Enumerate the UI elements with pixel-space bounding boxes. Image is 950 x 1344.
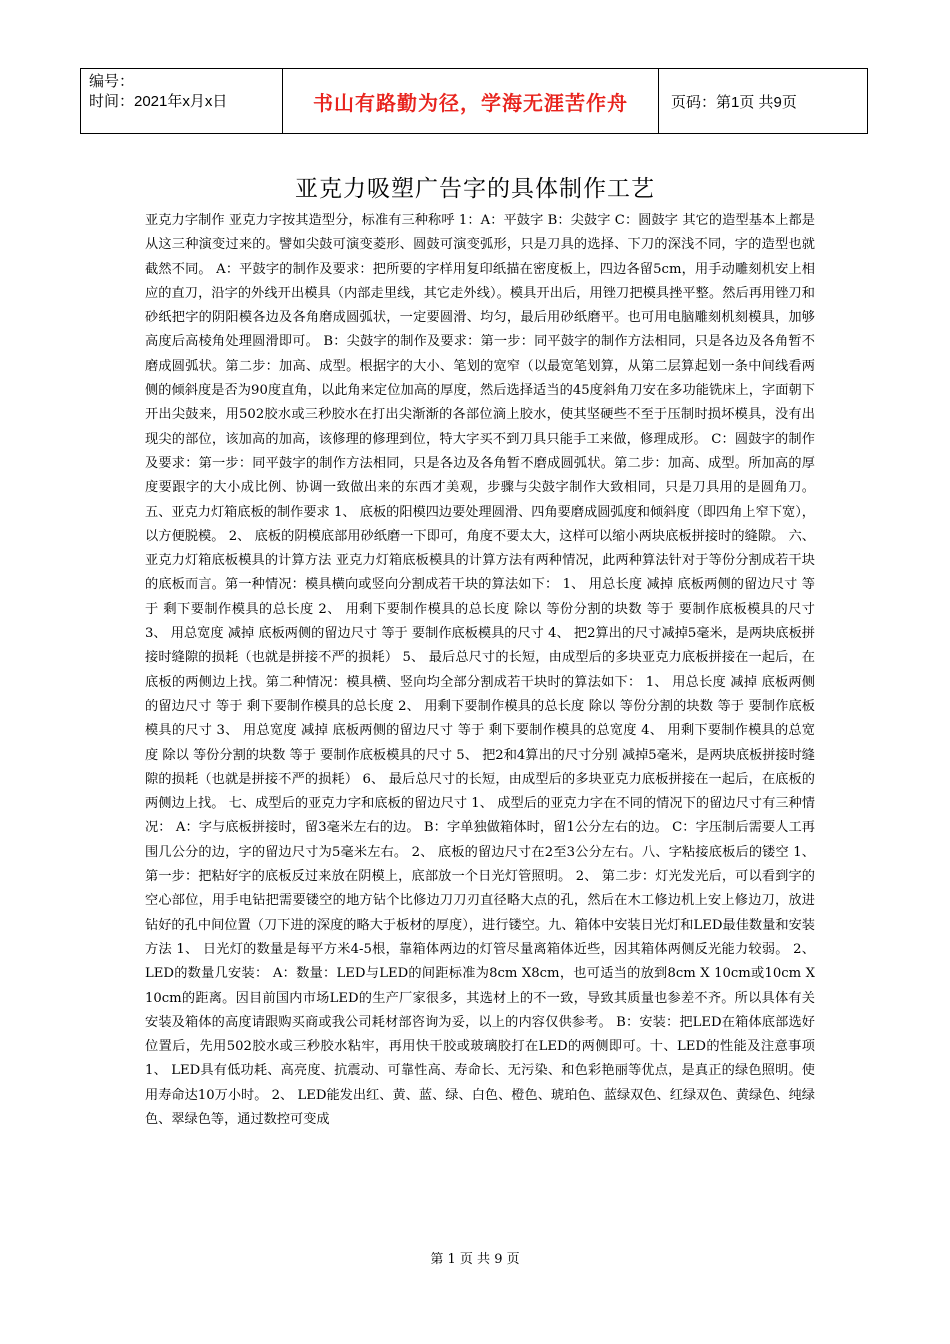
document-title: 亚克力吸塑广告字的具体制作工艺	[295, 176, 655, 202]
document-time-label: 时间：2021年x月x日	[89, 93, 228, 110]
header-page-info: 页码：第1页 共9页	[671, 93, 797, 111]
document-number-label: 编号：	[89, 73, 135, 90]
document-header	[80, 68, 868, 134]
header-meta	[81, 69, 283, 133]
page-footer: 第 1 页 共 9 页	[430, 1252, 520, 1267]
header-motto: 书山有路勤为径，学海无涯苦作舟	[283, 69, 659, 133]
document-body-text: 亚克力字制作 亚克力字按其造型分，标准有三种称呼 1：A：平鼓字 B：尖鼓字 C：圆鼓字 其它的造型基本上都是从这三种演变过来的。譬如尖鼓可演变菱形、圆鼓可演变弧形，只是刀具的选择、下刀的深浅不同，字的造型也就截然不同。 A：平鼓字的制作及要求：把所要的字样用复印纸描在密度板上，四边各留5cm，用手动雕刻机安上相应的直刀，沿字的外线开出模具（内部走里线，其它走外线）。模具开出后，用锉刀把模具挫平整。然后再用锉刀和砂纸把字的阴阳模各边及各角磨成圆弧状，一定要圆滑、均匀，最后用砂纸磨平。也可用电脑雕刻机刻模具，加够高度后高棱角处理圆滑即可。 B：尖鼓字的制作及要求：第一步：同平鼓字的制作方法相同，只是各边及各角暂不磨成圆弧状。第二步：加高、成型。根据字的大小、笔划的宽窄（以最宽笔划算，从第二层算起划一条中间线看两侧的倾斜度是否为90度直角，以此角来定位加高的厚度，然后选择适当的45度斜角刀安在多功能铣床上，字面朝下开出尖鼓来，用502胶水或三秒胶水在打出尖渐渐的各部位滴上胶水，使其坚硬些不至于压制时损坏模具，没有出现尖的部位，该加高的加高，该修理的修理到位，特大字买不到刀具只能手工来做，修理成形。 C：圆鼓字的制作及要求：第一步：同平鼓字的制作方法相同，只是各边及各角暂不磨成圆弧状。第二步：加高、成型。所加高的厚度要跟字的大小成比例、协调一致做出来的东西才美观，步骤与尖鼓字制作大致相同，只是刀具用的是圆角刀。 五、亚克力灯箱底板的制作要求 1、 底板的阳模四边要处理圆滑、四角要磨成圆弧度和倾斜度（即四角上窄下宽），以方便脱模。 2、 底板的阴模底部用砂纸磨一下即可，角度不要太大，这样可以缩小两块底板拼接时的缝隙。 六、亚克力灯箱底板模具的计算方法 亚克力灯箱底板模具的计算方法有两种情况，此两种算法针对于等份分割成若干块的底板而言。第一种情况：模具横向或竖向分割成若干块的算法如下： 1、 用总长度 减掉 底板两侧的留边尺寸 等于 剩下要制作模具的总长度 2、 用剩下要制作模具的总长度 除以 等份分割的块数 等于 要制作底板模具的尺寸 3、 用总宽度 减掉 底板两侧的留边尺寸 等于 要制作底板模具的尺寸 4、 把2算出的尺寸减掉5毫米，是两块底板拼接时缝隙的损耗（也就是拼接不严的损耗） 5、 最后总尺寸的长短，由成型后的多块亚克力底板拼接在一起后，在底板的两侧边上找。第二种情况：模具横、竖向均全部分割成若干块时的算法如下： 1、 用总长度 减掉 底板两侧的留边尺寸 等于 剩下要制作模具的总长度 2、 用剩下要制作模具的总长度 除以 等份分割的块数 等于 要制作底板模具的尺寸 3、 用总宽度 减掉 底板两侧的留边尺寸 等于 剩下要制作模具的总宽度 4、 用剩下要制作模具的总宽度 除以 等份分割的块数 等于 要制作底板模具的尺寸 5、 把2和4算出的尺寸分别 减掉5毫米，是两块底板拼接时缝隙的损耗（也就是拼接不严的损耗） 6、 最后总尺寸的长短，由成型后的多块亚克力底板拼接在一起后，在底板的两侧边上找。 七、成型后的亚克力字和底板的留边尺寸 1、 成型后的亚克力字在不同的情况下的留边尺寸有三种情况： A：字与底板拼接时，留3毫米左右的边。 B：字单独做箱体时，留1公分左右的边。 C：字压制后需要人工再围几公分的边，字的留边尺寸为5毫米左右。 2、 底板的留边尺寸在2至3公分左右。八、字粘接底板后的镂空 1、 第一步：把粘好字的底板反过来放在阴模上，底部放一个日光灯管照明。 2、 第二步：灯光发光后，可以看到字的空心部位，用手电钻把需要镂空的地方钻个比修边刀刀刃直径略大点的孔，然后在木工修边机上安上修边刀，放进钻好的孔中间位置（刀下进的深度的略大于板材的厚度），进行镂空。九、箱体中安装日光灯和LED最佳数量和安装方法 1、 日光灯的数量是每平方米4-5根，靠箱体两边的灯管尽量离箱体近些，因其箱体两侧反光能力较弱。 2、 LED的数量几安装： A：数量：LED与LED的间距标准为8cm X8cm，也可适当的放到8cm X 10cm或10cm X 10cm的距离。因目前国内市场LED的生产厂家很多，其选材上的不一致，导致其质量也参差不齐。所以具体有关安装及箱体的高度请跟购买商或我公司耗材部咨询为妥，以上的内容仅供参考。 B：安装：把LED在箱体底部选好位置后，先用502胶水或三秒胶水粘牢，再用快干胶或玻璃胶打在LED的两侧即可。十、LED的性能及注意事项 1、 LED具有低功耗、高亮度、抗震动、可靠性高、寿命长、无污染、和色彩艳丽等优点，是真正的绿色照明。使用寿命达10万小时。 2、 LED能发出红、黄、蓝、绿、白色、橙色、琥珀色、蓝绿双色、红绿双色、黄绿色、纯绿色、翠绿色等，通过数控可变成	[145, 213, 815, 1127]
